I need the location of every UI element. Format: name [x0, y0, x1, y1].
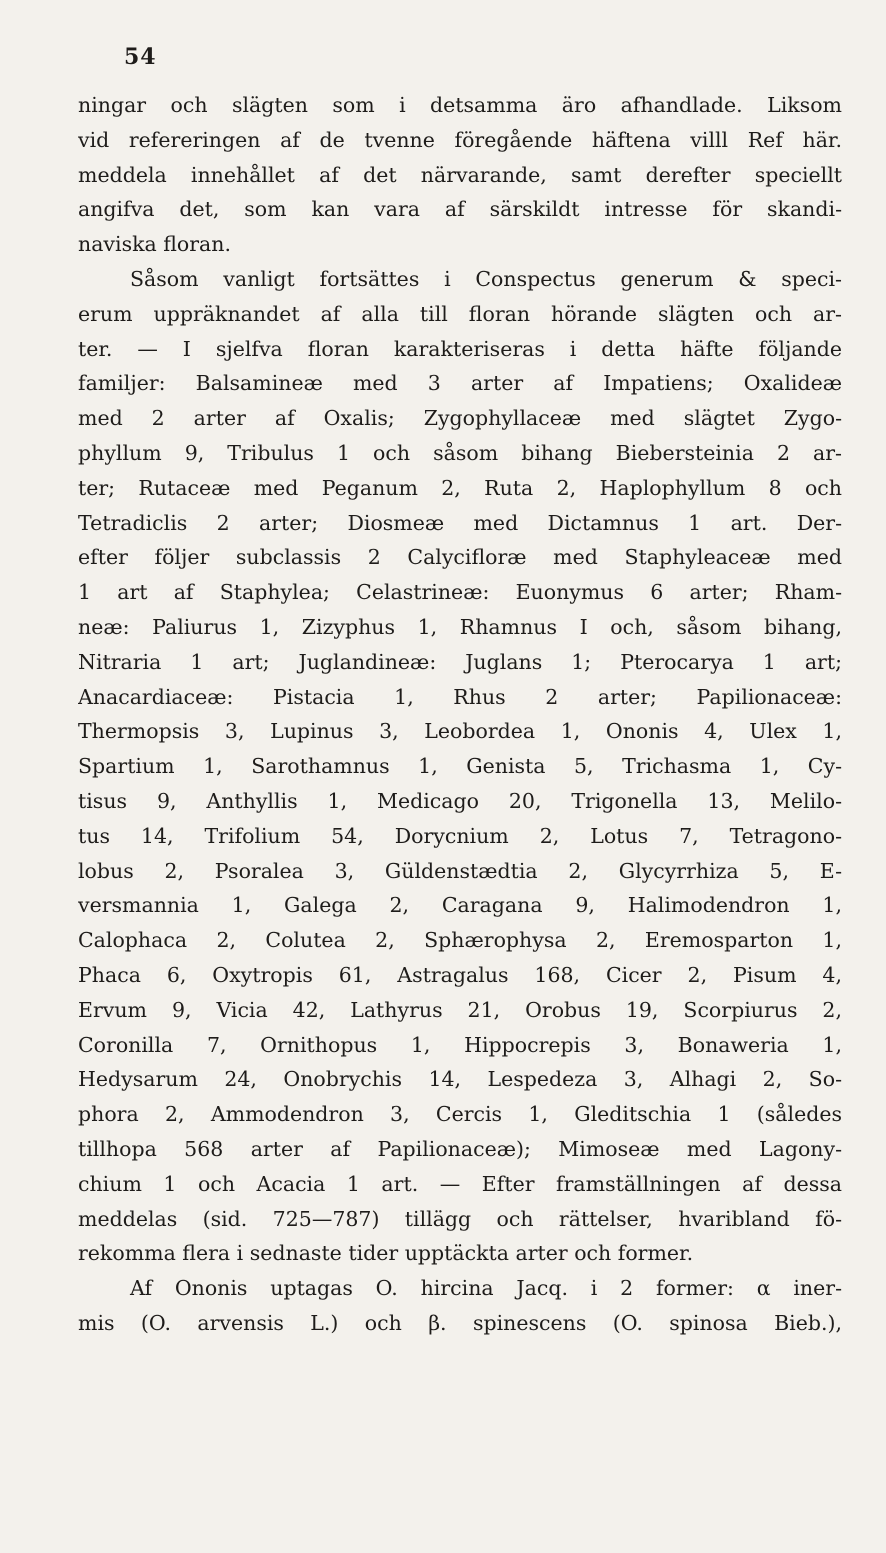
text-line: meddela innehållet af det närvarande, samt derefter speciellt — [78, 162, 842, 187]
text-line: erum uppräknandet af alla till floran hörande slägten och ar- — [78, 301, 842, 326]
text-line: vid refereringen af de tvenne föregående häftena villl Ref här. — [78, 127, 842, 152]
text-line: lobus 2, Psoralea 3, Güldenstædtia 2, Glycyrrhiza 5, E- — [78, 858, 842, 883]
text-line: ter; Rutaceæ med Peganum 2, Ruta 2, Haplophyllum 8 och — [78, 475, 842, 500]
text-line: familjer: Balsamineæ med 3 arter af Impatiens; Oxalideæ — [78, 371, 842, 396]
text-line: mis (O. arvensis L.) och β. spinescens (O. spinosa Bieb.), — [78, 1310, 842, 1335]
text-line: Anacardiaceæ: Pistacia 1, Rhus 2 arter; Papilionaceæ: — [78, 684, 842, 709]
text-line: 1 art af Staphylea; Celastrineæ: Euonymus 6 arter; Rham- — [78, 580, 842, 605]
text-line: neæ: Paliurus 1, Zizyphus 1, Rhamnus I och, såsom bihang, — [78, 614, 842, 639]
text-line: naviska floran. — [78, 232, 231, 257]
text-line: tus 14, Trifolium 54, Dorycnium 2, Lotus 7, Tetragono- — [78, 823, 842, 848]
text-line: tisus 9, Anthyllis 1, Medicago 20, Trigonella 13, Melilo- — [78, 788, 842, 813]
text-line: Spartium 1, Sarothamnus 1, Genista 5, Trichasma 1, Cy- — [78, 754, 842, 779]
text-line: ningar och slägten som i detsamma äro afhandlade. Liksom — [78, 93, 842, 117]
text-line: Coronilla 7, Ornithopus 1, Hippocrepis 3, Bonaweria 1, — [78, 1032, 842, 1057]
text-line: meddelas (sid. 725—787) tillägg och rättelser, hvaribland fö- — [78, 1206, 842, 1231]
text-line: Ervum 9, Vicia 42, Lathyrus 21, Orobus 19, Scorpiurus 2, — [78, 997, 842, 1022]
text-line: Tetradiclis 2 arter; Diosmeæ med Dictamnus 1 art. Der- — [78, 510, 842, 535]
text-line: versmannia 1, Galega 2, Caragana 9, Halimodendron 1, — [78, 893, 842, 918]
text-line: Calophaca 2, Colutea 2, Sphærophysa 2, Eremosparton 1, — [78, 928, 842, 953]
text-line: efter följer subclassis 2 Calycifloræ med Staphyleaceæ med — [78, 545, 842, 570]
text-line: Såsom vanligt fortsättes i Conspectus generum & speci- — [130, 266, 842, 291]
text-line: Thermopsis 3, Lupinus 3, Leobordea 1, Ononis 4, Ulex 1, — [78, 719, 842, 744]
body-text — [78, 88, 842, 1341]
page-number: 54 — [124, 44, 157, 70]
text-line: Nitraria 1 art; Juglandineæ: Juglans 1; Pterocarya 1 art; — [78, 649, 842, 674]
text-line: phyllum 9, Tribulus 1 och såsom bihang Biebersteinia 2 ar- — [78, 440, 842, 465]
text-line: rekomma flera i sednaste tider upptäckta arter och former. — [78, 1241, 694, 1266]
text-line: Phaca 6, Oxytropis 61, Astragalus 168, Cicer 2, Pisum 4, — [78, 962, 842, 987]
text-line: tillhopa 568 arter af Papilionaceæ); Mimoseæ med Lagony- — [78, 1136, 842, 1161]
text-line: Af Ononis uptagas O. hircina Jacq. i 2 former: α iner- — [130, 1276, 842, 1301]
text-line: Hedysarum 24, Onobrychis 14, Lespedeza 3, Alhagi 2, So- — [78, 1067, 842, 1092]
text-line: chium 1 och Acacia 1 art. — Efter framställningen af dessa — [78, 1171, 842, 1196]
text-line: ter. — I sjelfva floran karakteriseras i detta häfte följande — [78, 336, 842, 361]
text-line: angifva det, som kan vara af särskildt intresse för skandi- — [78, 197, 842, 222]
text-line: phora 2, Ammodendron 3, Cercis 1, Gleditschia 1 (således — [78, 1102, 842, 1127]
text-line: med 2 arter af Oxalis; Zygophyllaceæ med slägtet Zygo- — [78, 406, 842, 431]
